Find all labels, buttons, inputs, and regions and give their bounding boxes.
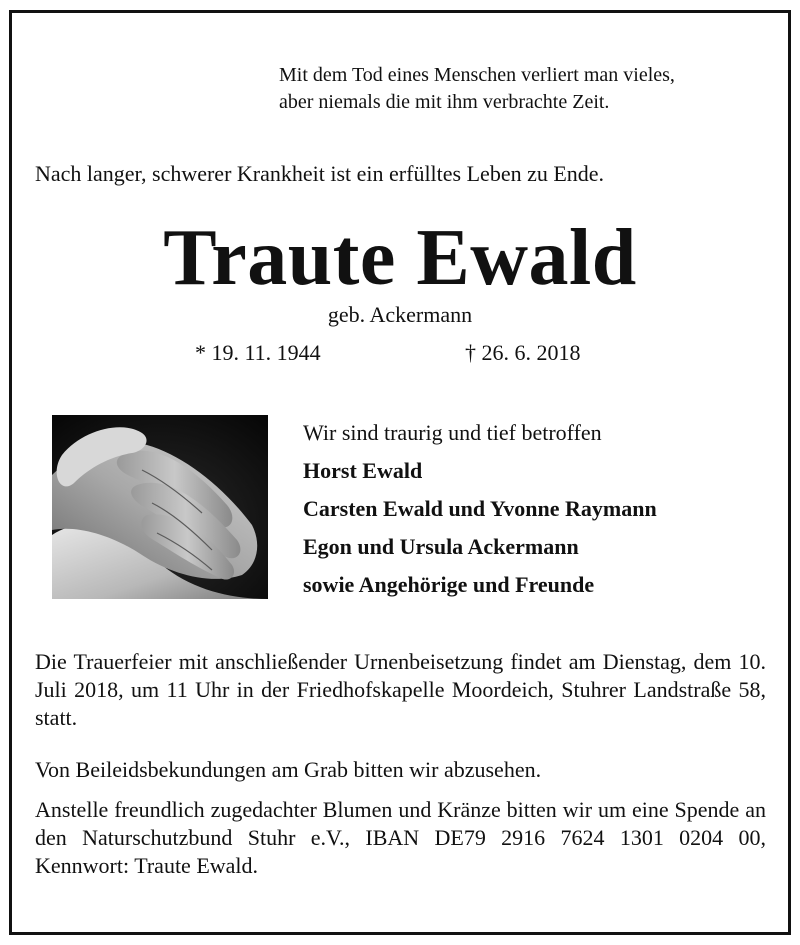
mourner-name: sowie Angehörige und Freunde [303, 572, 595, 597]
condolence-notice: Von Beileidsbekundungen am Grab bitten wir abzusehen. [35, 757, 542, 782]
folded-hands-photo [52, 415, 268, 599]
mourner-name: Egon und Ursula Ackermann [303, 534, 579, 559]
intro-sentence: Nach langer, schwerer Krankheit ist ein erfülltes Leben zu Ende. [35, 161, 605, 186]
quote-line-1: Mit dem Tod eines Menschen verliert man vieles, [279, 64, 675, 86]
hands-illustration [52, 415, 268, 599]
birth-date: * 19. 11. 1944 [195, 340, 321, 365]
deceased-name: Traute Ewald [163, 214, 637, 302]
mourners-lead: Wir sind traurig und tief betroffen [303, 420, 602, 445]
memorial-quote [279, 62, 769, 116]
maiden-name: geb. Ackermann [327, 302, 473, 327]
funeral-notice: Die Trauerfeier mit anschließender Urnenbeisetzung findet am Dienstag, dem 10. Juli 2018, um 11 Uhr in der Friedhofskapelle Moordeich, Stuhrer Landstraße 58, statt. [35, 649, 766, 730]
mourner-name: Horst Ewald [303, 458, 423, 483]
quote-line-2: aber niemals die mit ihm verbrachte Zeit. [279, 91, 610, 113]
mourners-block [303, 418, 773, 608]
mourner-name: Carsten Ewald und Yvonne Raymann [303, 496, 657, 521]
donation-notice: Anstelle freundlich zugedachter Blumen und Kränze bitten wir um eine Spende an den Naturschutzbund Stuhr e.V., IBAN DE79 2916 7624 1301 0204 00, Kennwort: Traute Ewald. [35, 797, 766, 878]
death-date: † 26. 6. 2018 [465, 340, 581, 365]
